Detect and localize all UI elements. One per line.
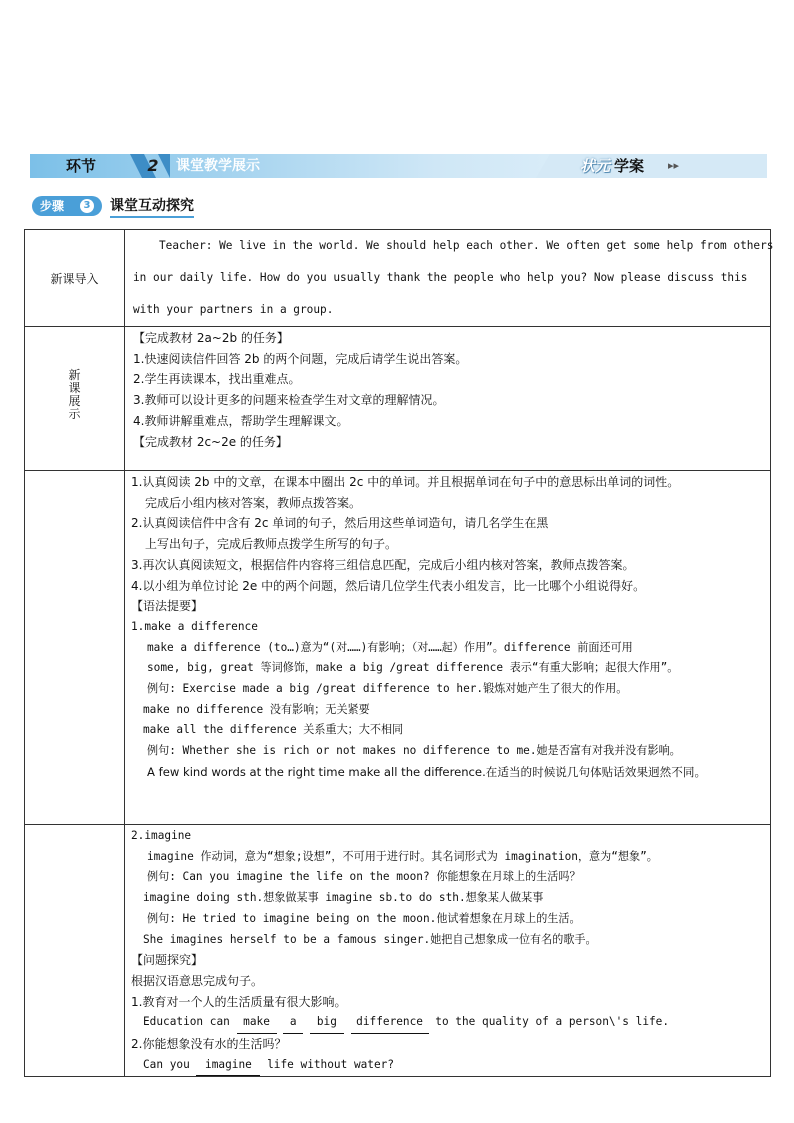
question-1-start: Education can (143, 1015, 237, 1029)
table-row (25, 825, 771, 1077)
display-cell (125, 327, 771, 471)
section-number: 2 (147, 156, 159, 175)
intro-line: with your partners in a group. (133, 303, 334, 316)
tasks-cell (125, 471, 771, 825)
section-banner (30, 154, 767, 178)
grammar-line: make all the difference 关系重大；大不相同 (143, 723, 404, 737)
question-2 (131, 1055, 766, 1077)
answer-blank[interactable]: big (310, 1012, 344, 1034)
question-2-end: life without water? (267, 1057, 395, 1071)
display-line: 4.教师讲解重难点，帮助学生理解课文。 (133, 413, 349, 428)
question-1 (131, 1012, 766, 1034)
answer-blank[interactable]: make (237, 1012, 277, 1034)
grammar-line: 例句: Exercise made a big /great difference to her.锻炼对她产生了很大的作用。 (147, 682, 628, 696)
answer-blank[interactable]: difference (351, 1012, 429, 1034)
grammar-line: A few kind words at the right time make all the difference.在适当的时候说几句体贴话效果迥然不同。 (147, 764, 707, 779)
question-instruction: 根据汉语意思完成句子。 (131, 973, 264, 988)
imagine-line: She imagines herself to be a famous singer.她把自己想象成一位有名的歌手。 (143, 932, 597, 946)
table-row (25, 230, 771, 327)
question-1-end: to the quality of a person\'s life. (435, 1015, 670, 1029)
display-label-cell (25, 327, 125, 471)
brand-suffix: 学案 (614, 157, 645, 175)
imagine-line: imagine 作动词，意为“想象;设想”，不可用于进行时。其名词形式为 imagination，意为“想象”。 (147, 849, 658, 863)
step-number: 3 (80, 199, 94, 213)
imagine-cell (125, 825, 771, 1077)
section-title: 课堂教学展示 (176, 158, 260, 174)
answer-blank[interactable]: a (283, 1012, 303, 1034)
question-header: 【问题探究】 (131, 953, 204, 968)
display-line: 1.快速阅读信件回答 2b 的两个问题，完成后请学生说出答案。 (133, 351, 468, 366)
step-badge (32, 196, 102, 216)
question-2-prompt: 2.你能想象没有水的生活吗？ (131, 1037, 287, 1052)
question-1-prompt: 1.教育对一个人的生活质量有很大影响。 (131, 994, 347, 1009)
task-line: 完成后小组内核对答案，教师点拨答案。 (145, 495, 362, 510)
grammar-header: 【语法提要】 (131, 599, 204, 614)
intro-label: 新课导入 (25, 230, 125, 327)
grammar-line: 1.make a difference (131, 619, 258, 633)
task-line: 1.认真阅读 2b 中的文章，在课本中圈出 2c 中的单词。并且根据单词在句子中的意思标出单词的词性。 (131, 475, 680, 489)
intro-line: in our daily life. How do you usually thank the people who help you? Now please discuss this (133, 271, 748, 284)
task-line: 3.再次认真阅读短文，根据信件内容将三组信息匹配，完成后小组内核对答案，教师点拨答案。 (131, 557, 635, 572)
brand-prefix: 状元 (580, 157, 611, 175)
task-line: 2.认真阅读信件中含有 2c 单词的句子，然后用这些单词造句，请几名学生在黑 (131, 516, 549, 531)
step-title: 课堂互动探究 (110, 196, 194, 218)
question-2-start: Can you (143, 1057, 197, 1071)
lesson-table (24, 229, 774, 1077)
step-label: 步骤 (40, 199, 65, 213)
display-line: 2.学生再读课本，找出重难点。 (133, 372, 301, 387)
task-line: 上写出句子，完成后教师点拨学生所写的句子。 (145, 537, 398, 552)
double-arrow-icon: ▸▸ (668, 159, 680, 172)
task-line: 4.以小组为单位讨论 2e 中的两个问题，然后请几位学生代表小组发言，比一比哪个小组说得好。 (131, 578, 646, 593)
intro-cell (125, 230, 774, 327)
table-row (25, 471, 771, 825)
display-line: 3.教师可以设计更多的问题来检查学生对文章的理解情况。 (133, 393, 445, 408)
display-line: 【完成教材 2a~2b 的任务】 (133, 331, 289, 345)
imagine-line: 2.imagine (131, 829, 192, 842)
imagine-line: 例句: Can you imagine the life on the moon? 你能想象在月球上的生活吗？ (147, 870, 581, 884)
grammar-line: some, big, great 等词修饰，make a big /great difference 表示“有重大影响；起很大作用”。 (147, 661, 679, 675)
intro-line: Teacher: We live in the world. We should help each other. We often get some help from others (159, 239, 774, 252)
grammar-line: 例句: Whether she is rich or not makes no difference to me.她是否富有对我并没有影响。 (147, 744, 681, 758)
display-label: 新课展示 (68, 368, 81, 421)
imagine-line: 例句: He tried to imagine being on the moon.他试着想象在月球上的生活。 (147, 911, 581, 925)
grammar-line: make no difference 没有影响；无关紧要 (143, 702, 370, 716)
answer-blank[interactable]: imagine (196, 1055, 260, 1077)
grammar-line: make a difference (to…)意为“(对……)有影响；（对……起）作用”。difference 前面还可用 (147, 640, 633, 654)
section-label: 环节 (66, 157, 97, 175)
table-row (25, 327, 771, 471)
display-line: 【完成教材 2c~2e 的任务】 (133, 434, 288, 449)
imagine-label-cell (25, 825, 125, 1077)
tasks-label-cell (25, 471, 125, 825)
imagine-line: imagine doing sth.想象做某事 imagine sb.to do sth.想象某人做某事 (143, 891, 544, 905)
